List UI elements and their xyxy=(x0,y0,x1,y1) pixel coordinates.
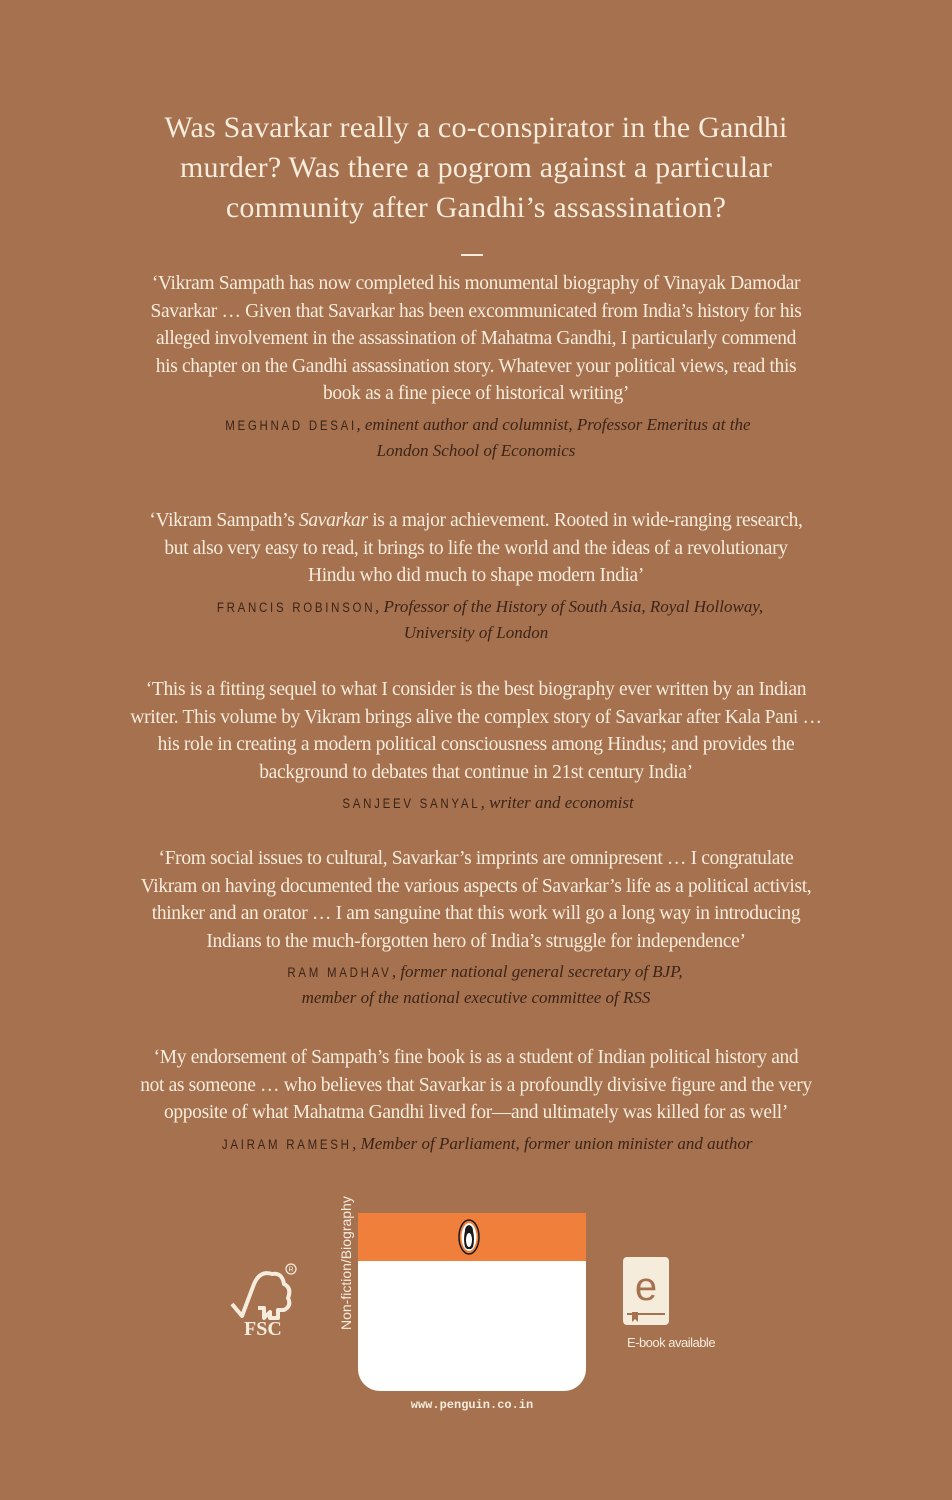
quote-line: alleged involvement in the assassination of Mahatma Gandhi, I particularly commend xyxy=(155,328,797,350)
book-title: Savarkar xyxy=(299,510,368,531)
endorser-name: FRANCIS ROBINSON xyxy=(216,599,376,615)
quote-line: opposite of what Mahatma Gandhi lived for—and ultimately was killed for as well’ xyxy=(163,1102,788,1124)
endorsement-desai xyxy=(0,270,952,464)
endorsement-ramesh xyxy=(0,1044,952,1158)
quote-line: Indians to the much-forgotten hero of India’s struggle for independence’ xyxy=(206,930,746,952)
quote-line: ‘This is a fitting sequel to what I consider is the best biography ever written by an Indian xyxy=(145,679,807,700)
quote-line: ‘Vikram Sampath has now completed his monumental biography of Vinayak Damodar xyxy=(151,273,801,294)
ebook-label: E-book available xyxy=(626,1335,716,1350)
quote-line: writer. This volume by Vikram brings alive the complex story of Savarkar after Kala Pani … xyxy=(130,706,822,728)
headline-line: Was Savarkar really a co-conspirator in the Gandhi xyxy=(164,111,788,144)
endorser-role: member of the national executive committee of RSS xyxy=(301,988,651,1008)
endorser-role: eminent author and columnist, Professor Emeritus at the xyxy=(364,414,751,434)
penguin-band xyxy=(358,1213,586,1261)
endorser-role: London School of Economics xyxy=(376,440,576,460)
endorsement-robinson xyxy=(0,507,952,646)
category-label: Non-fiction/Biography xyxy=(338,1196,354,1330)
attribution: FRANCIS ROBINSON, Professor of the History of South Asia, Royal Holloway, xyxy=(0,593,952,621)
headline xyxy=(0,108,952,228)
svg-text:e: e xyxy=(634,1265,658,1309)
endorser-role: Professor of the History of South Asia, Royal Holloway, xyxy=(383,596,764,616)
quote-line: his role in creating a modern political consciousness among Hindus; and provides the xyxy=(157,734,795,756)
publisher-url[interactable]: www.penguin.co.in xyxy=(410,1398,534,1412)
attribution: RAM MADHAV, former national general secretary of BJP, xyxy=(0,958,952,986)
penguin-logo-icon xyxy=(458,1219,480,1255)
ebook-icon xyxy=(622,1256,670,1326)
quote-line: thinker and an orator … I am sanguine that this work will go a long way in introducing xyxy=(151,903,801,925)
attribution: SANJEEV SANYAL, writer and economist xyxy=(0,789,952,817)
quote-line: background to debates that continue in 21st century India’ xyxy=(259,761,693,783)
quote-line: but also very easy to read, it brings to life the world and the ideas of a revolutionary xyxy=(164,537,788,559)
quote-line xyxy=(0,507,952,535)
quote-line: Savarkar … Given that Savarkar has been excommunicated from India’s history for his xyxy=(150,300,802,322)
quote-line: his chapter on the Gandhi assassination story. Whatever your political views, read this xyxy=(155,355,797,377)
endorsement-sanyal xyxy=(0,676,952,817)
endorser-role: writer and economist xyxy=(489,793,634,813)
endorser-name: MEGHNAD DESAI xyxy=(224,417,357,433)
quote-line: ‘My endorsement of Sampath’s fine book is as a student of Indian political history and xyxy=(153,1047,799,1068)
endorser-role: Member of Parliament, former union minister and author xyxy=(360,1133,753,1153)
quote-text: is a major achievement. Rooted in wide-ranging research, xyxy=(367,510,803,531)
endorser-name: JAIRAM RAMESH xyxy=(222,1136,353,1152)
headline-line: murder? Was there a pogrom against a particular xyxy=(179,151,773,184)
endorser-role: University of London xyxy=(403,622,549,642)
quote-text: ‘Vikram Sampath’s xyxy=(149,510,299,531)
attribution: MEGHNAD DESAI, eminent author and columnist, Professor Emeritus at the xyxy=(0,411,952,439)
attribution: JAIRAM RAMESH, Member of Parliament, former union minister and author xyxy=(0,1130,952,1158)
quote-line: not as someone … who believes that Savarkar is a profoundly divisive figure and the very xyxy=(140,1074,812,1096)
divider xyxy=(461,254,483,256)
headline-line: community after Gandhi’s assassination? xyxy=(225,191,727,224)
endorser-role: former national general secretary of BJP, xyxy=(400,962,683,982)
quote-line: ‘From social issues to cultural, Savarkar’s imprints are omnipresent … I congratulate xyxy=(158,848,794,869)
endorsement-madhav xyxy=(0,845,952,1011)
fsc-label: FSC xyxy=(244,1318,282,1340)
quote-line: Vikram on having documented the various aspects of Savarkar’s life as a political activist, xyxy=(140,875,812,897)
svg-text:R: R xyxy=(288,1266,294,1274)
endorser-name: SANJEEV SANYAL xyxy=(342,796,481,812)
quote-line: book as a fine piece of historical writing’ xyxy=(322,383,630,405)
endorser-name: RAM MADHAV xyxy=(287,965,392,981)
barcode-area xyxy=(358,1213,586,1391)
quote-line: Hindu who did much to shape modern India’ xyxy=(307,565,645,587)
